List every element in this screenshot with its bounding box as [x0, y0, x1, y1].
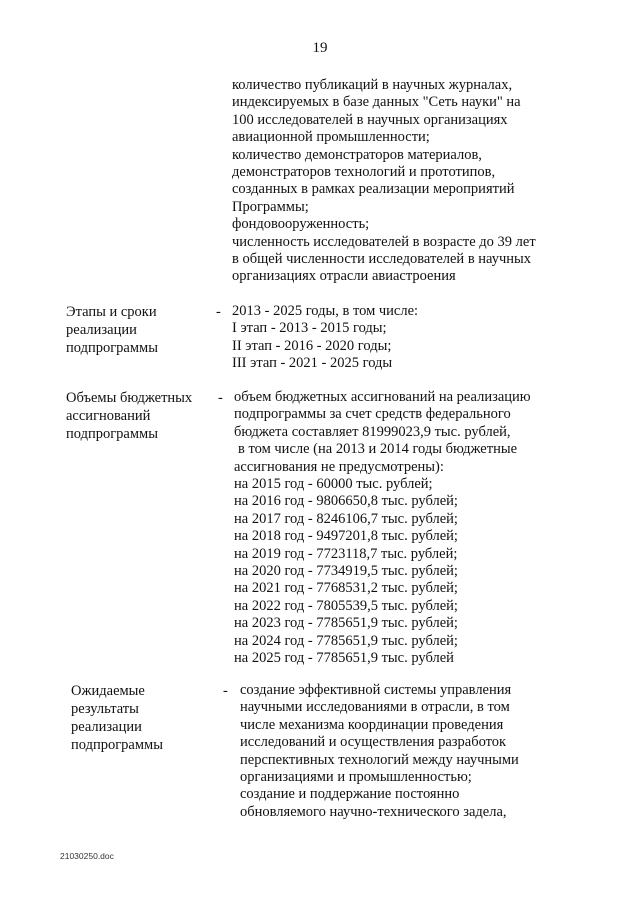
- section-content: [240, 682, 519, 821]
- continuation-text: [232, 77, 536, 286]
- section-content: [232, 303, 418, 373]
- text-line: 2013 - 2025 годы, в том числе:: [232, 303, 419, 319]
- text-line: Программы;: [232, 198, 309, 215]
- text-line: в общей численности исследователей в научных: [232, 251, 532, 268]
- text-line: на 2024 год - 7785651,9 тыс. рублей;: [234, 632, 458, 649]
- text-line: на 2025 год - 7785651,9 тыс. рублей: [234, 650, 454, 667]
- text-line: на 2017 год - 8246106,7 тыс. рублей;: [234, 510, 458, 527]
- text-line: организациях отрасли авиастроения: [232, 268, 456, 285]
- text-line: III этап - 2021 - 2025 годы: [232, 355, 393, 372]
- text-line: подпрограммы за счет средств федерального: [234, 406, 511, 423]
- text-line: исследований и осуществления разработок: [240, 734, 507, 751]
- text-line: демонстраторов технологий и прототипов,: [232, 164, 496, 181]
- text-line: на 2020 год - 7734919,5 тыс. рублей;: [234, 563, 458, 580]
- text-line: индексируемых в базе данных "Сеть науки" на: [232, 94, 521, 111]
- text-line: I этап - 2013 - 2015 годы;: [232, 320, 387, 337]
- text-line: создание эффективной системы управления: [240, 682, 512, 698]
- footer-filename: 21030250.doc: [60, 851, 114, 861]
- text-line: обновляемого научно-технического задела,: [240, 803, 507, 820]
- text-line: ассигнования не предусмотрены):: [234, 458, 444, 475]
- text-line: на 2019 год - 7723118,7 тыс. рублей;: [234, 545, 458, 562]
- text-line: численность исследователей в возрасте до 39 лет: [232, 233, 536, 250]
- text-line: бюджета составляет 81999023,9 тыс. рублей,: [234, 423, 511, 440]
- text-line: на 2018 год - 9497201,8 тыс. рублей;: [234, 528, 458, 545]
- text-line: авиационной промышленности;: [232, 129, 430, 146]
- text-line: перспективных технологий между научными: [240, 751, 519, 768]
- text-line: созданных в рамках реализации мероприятий: [232, 181, 515, 198]
- section-dash: -: [218, 390, 223, 406]
- section-label: Ожидаемые результаты реализации подпрограммы: [71, 683, 163, 753]
- text-line: на 2015 год - 60000 тыс. рублей;: [234, 476, 433, 493]
- text-line: создание и поддержание постоянно: [240, 786, 460, 803]
- text-line: объем бюджетных ассигнований на реализацию: [234, 389, 531, 405]
- section-dash: -: [223, 683, 228, 699]
- text-line: научными исследованиями в отрасли, в том: [240, 699, 510, 716]
- text-line: количество публикаций в научных журналах,: [232, 77, 513, 93]
- text-line: на 2021 год - 7768531,2 тыс. рублей;: [234, 580, 458, 597]
- text-line: на 2022 год - 7805539,5 тыс. рублей;: [234, 597, 458, 614]
- text-line: на 2023 год - 7785651,9 тыс. рублей;: [234, 615, 458, 632]
- text-line: на 2016 год - 9806650,8 тыс. рублей;: [234, 493, 458, 510]
- section-label: Этапы и сроки реализации подпрограммы: [66, 304, 158, 356]
- text-line: числе механизма координации проведения: [240, 716, 504, 733]
- section-label: Объемы бюджетных ассигнований подпрограммы: [66, 390, 193, 442]
- text-line: фондовооруженность;: [232, 216, 370, 233]
- page-number: 19: [312, 40, 328, 56]
- text-line: в том числе (на 2013 и 2014 годы бюджетные: [238, 441, 518, 458]
- text-line: II этап - 2016 - 2020 годы;: [232, 337, 392, 354]
- text-line: 100 исследователей в научных организациях: [232, 111, 508, 128]
- text-line: количество демонстраторов материалов,: [232, 146, 482, 163]
- section-content: [234, 389, 531, 668]
- text-line: организациями и промышленностью;: [240, 769, 472, 786]
- section-dash: -: [216, 304, 221, 320]
